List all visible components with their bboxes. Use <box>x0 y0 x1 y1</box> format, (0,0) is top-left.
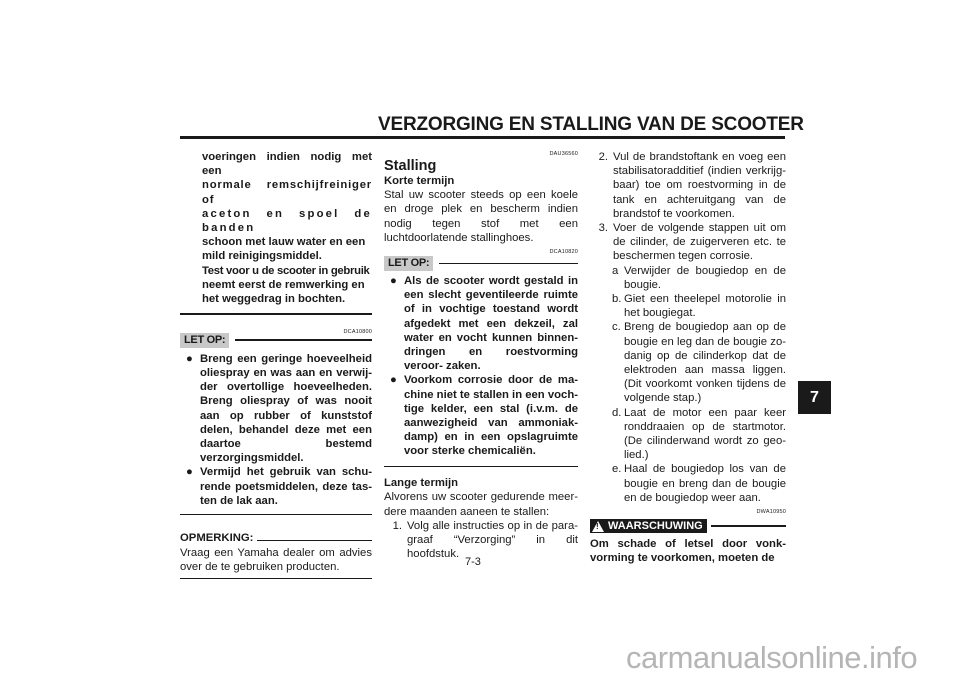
watermark: carmanualsonline.info <box>626 640 918 675</box>
section-code: DAU36560 <box>549 151 578 157</box>
caution-badge: LET OP: <box>384 256 433 271</box>
substep-letter: d. <box>612 406 622 419</box>
substep-text: Giet een theelepel motorolie in het bougiegat. <box>624 293 786 320</box>
long-term-text: Alvorens uw scooter gedurende meer- dere maanden aaneen te stallen: <box>384 491 578 518</box>
intro-line: neemt eerst de remwerking en <box>202 278 365 291</box>
chapter-tab: 7 <box>798 381 831 414</box>
note-end-rule <box>180 578 372 579</box>
column-left <box>180 150 372 579</box>
substep-letter: c. <box>612 321 621 334</box>
intro-line: Test voor u de scooter in gebruik <box>202 264 370 277</box>
step-number: 3. <box>598 222 608 235</box>
warning-code: DWA10950 <box>756 509 786 516</box>
page-number: 7-3 <box>465 556 481 568</box>
divider <box>180 514 372 516</box>
substep-letter: b. <box>612 293 622 306</box>
substep-letter: a <box>612 264 619 277</box>
section-title: Stalling <box>384 158 437 174</box>
caution-bullet <box>180 352 372 466</box>
intro-line: mild reinigingsmiddel. <box>202 250 322 263</box>
column-middle <box>384 150 578 561</box>
substep-item <box>590 264 786 292</box>
subsection-title: Lange termijn <box>384 477 459 490</box>
intro-line: normale remschijfreiniger of <box>202 179 372 206</box>
caution-rule <box>235 339 372 341</box>
note-text: Vraag een Yamaha dealer om advies over de te gebruiken producten. <box>180 546 372 573</box>
caution-bullets <box>384 274 578 459</box>
caution-bullet <box>384 373 578 458</box>
note-label: OPMERKING: <box>180 532 254 545</box>
step-item <box>590 221 786 264</box>
intro-text <box>180 150 372 306</box>
intro-line: schoon met lauw water en een <box>202 236 366 249</box>
warning-rule <box>711 525 786 527</box>
warning-text: Om schade of letsel door vonk- vorming te voorkomen, moeten de <box>590 538 786 565</box>
note-header <box>180 531 372 545</box>
note-rule <box>257 540 372 541</box>
subsection-title: Korte termijn <box>384 175 455 187</box>
bullet-dot-icon: ● <box>390 275 397 288</box>
step-number: 1. <box>392 519 402 532</box>
step-text: Vul de brandstoftank en voeg een stabilisatoradditief (indien verkrijg- baar) toe om roestvorming in de tank en achteruitgang van de brandstof te voorkomen. <box>613 151 786 220</box>
intro-line: aceton en spoel de banden <box>202 207 372 235</box>
step-item <box>384 519 578 562</box>
bullet-dot-icon: ● <box>390 374 397 387</box>
bullet-text: Als de scooter wordt gestald in een slecht geventileerde ruimte of in vochtige toestand wordt afgedekt met een dekzeil, zal water en vocht kunnen binnen- dringen en roestvorming veroor- zaken. <box>404 275 578 373</box>
divider <box>180 313 372 315</box>
substep-item <box>590 320 786 405</box>
bullet-dot-icon: ● <box>186 466 193 479</box>
caution-code: DCA10800 <box>343 328 372 335</box>
divider <box>384 466 578 468</box>
bullet-text: Breng een geringe hoeveelheid oliespray en was aan en verwij- der overtollige hoeveelheden. Breng oliespray of was nooit aan op rubber of kunststof delen, behandel deze met een daartoe bestemd verzorgingsmiddel. <box>200 352 372 465</box>
column-right <box>590 150 786 565</box>
warning-label: WAARSCHUWING <box>608 520 703 533</box>
caution-badge: LET OP: <box>180 333 229 348</box>
substep-item <box>590 462 786 505</box>
caution-bullets <box>180 352 372 508</box>
header-rule <box>180 136 785 139</box>
bullet-text: Vermijd het gebruik van schu- rende poetsmiddelen, deze tas- ten de lak aan. <box>200 466 372 507</box>
caution-bullet <box>384 274 578 373</box>
substep-text: Laat de motor een paar keer ronddraaien op de startmotor. (De cilinderwand wordt zo geo- lied.) <box>624 406 786 462</box>
bullet-dot-icon: ● <box>186 352 193 365</box>
substep-item <box>590 292 786 320</box>
bullet-text: Voorkom corrosie door de ma- chine niet te stallen in een voch- tige kelder, een stal (i.v.m. de aanwezigheid van ammoniak- damp) en in een opslagruimte voor sterke chemicaliën. <box>404 374 578 458</box>
caution-header <box>384 256 578 271</box>
intro-line: voeringen indien nodig met een <box>202 151 372 178</box>
short-term-text: Stal uw scooter steeds op een koele en droge plek en bescherm indien nodig tegen stof met een luchtdoorlatende stallinghoes. <box>384 189 578 244</box>
substep-text: Verwijder de bougiedop en de bougie. <box>624 264 786 291</box>
caution-rule <box>439 263 578 265</box>
intro-line: het weggedrag in bochten. <box>202 293 346 306</box>
warning-triangle-icon: ! <box>592 521 604 532</box>
caution-bullet <box>180 465 372 508</box>
step-item <box>590 150 786 221</box>
substep-item <box>590 406 786 463</box>
warning-badge <box>590 519 707 533</box>
step-text: Volg alle instructies op in de para- graaf “Verzorging” in dit hoofdstuk. <box>407 519 578 561</box>
caution-code: DCA10820 <box>549 249 578 256</box>
warning-header <box>590 519 786 533</box>
step-text: Voer de volgende stappen uit om de cilinder, de zuigerveren etc. te beschermen tegen corrosie. <box>613 222 786 263</box>
substep-letter: e. <box>612 463 622 476</box>
substep-text: Haal de bougiedop los van de bougie en breng dan de bougie en de bougiedop weer aan. <box>624 463 786 504</box>
page-header-title: VERZORGING EN STALLING VAN DE SCOOTER <box>378 114 804 135</box>
substep-text: Breng de bougiedop aan op de bougie en leg dan de bougie zo- danig op de cilinderkop dat de elektroden aan massa liggen. (Dit voorkomt vonken tijdens de volgende stap.) <box>624 321 786 405</box>
step-number: 2. <box>598 151 608 163</box>
